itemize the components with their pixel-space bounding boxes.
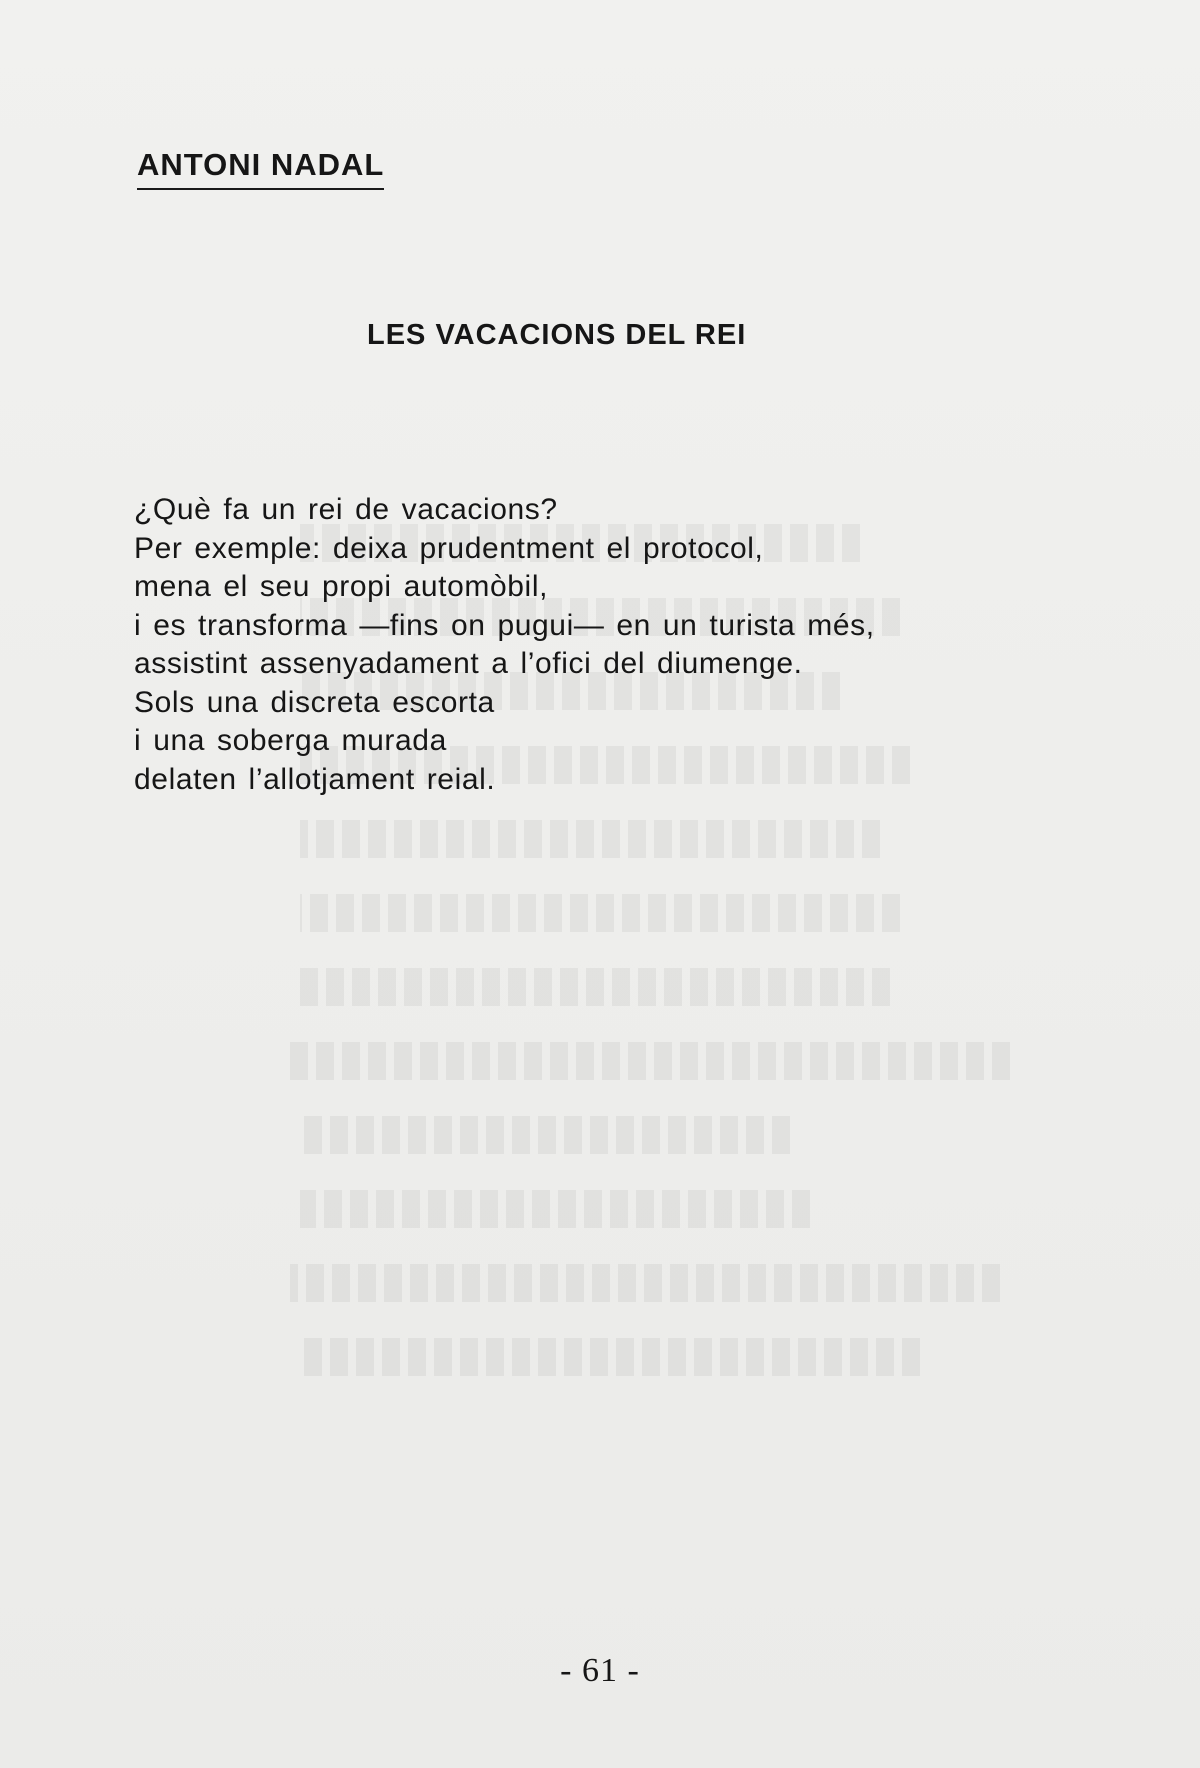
poem-line: ¿Què fa un rei de vacacions?	[134, 493, 558, 526]
poem-line: mena el seu propi automòbil,	[134, 570, 549, 603]
poem-line: delaten l’allotjament reial.	[134, 762, 496, 796]
poem-line: i es transforma —fins on pugui— en un turista més,	[134, 608, 875, 642]
poem-line: Sols una discreta escorta	[134, 685, 495, 719]
poem-title: LES VACACIONS DEL REI	[367, 319, 747, 351]
author-heading: ANTONI NADAL	[137, 148, 384, 190]
page-number: - 61 -	[560, 1652, 640, 1689]
poem-line: i una soberga murada	[134, 724, 447, 757]
poem-line: assistint assenyadament a l’ofici del diumenge.	[134, 647, 803, 680]
poem-body	[134, 491, 875, 799]
poem-line: Per exemple: deixa prudentment el protocol,	[134, 531, 764, 565]
